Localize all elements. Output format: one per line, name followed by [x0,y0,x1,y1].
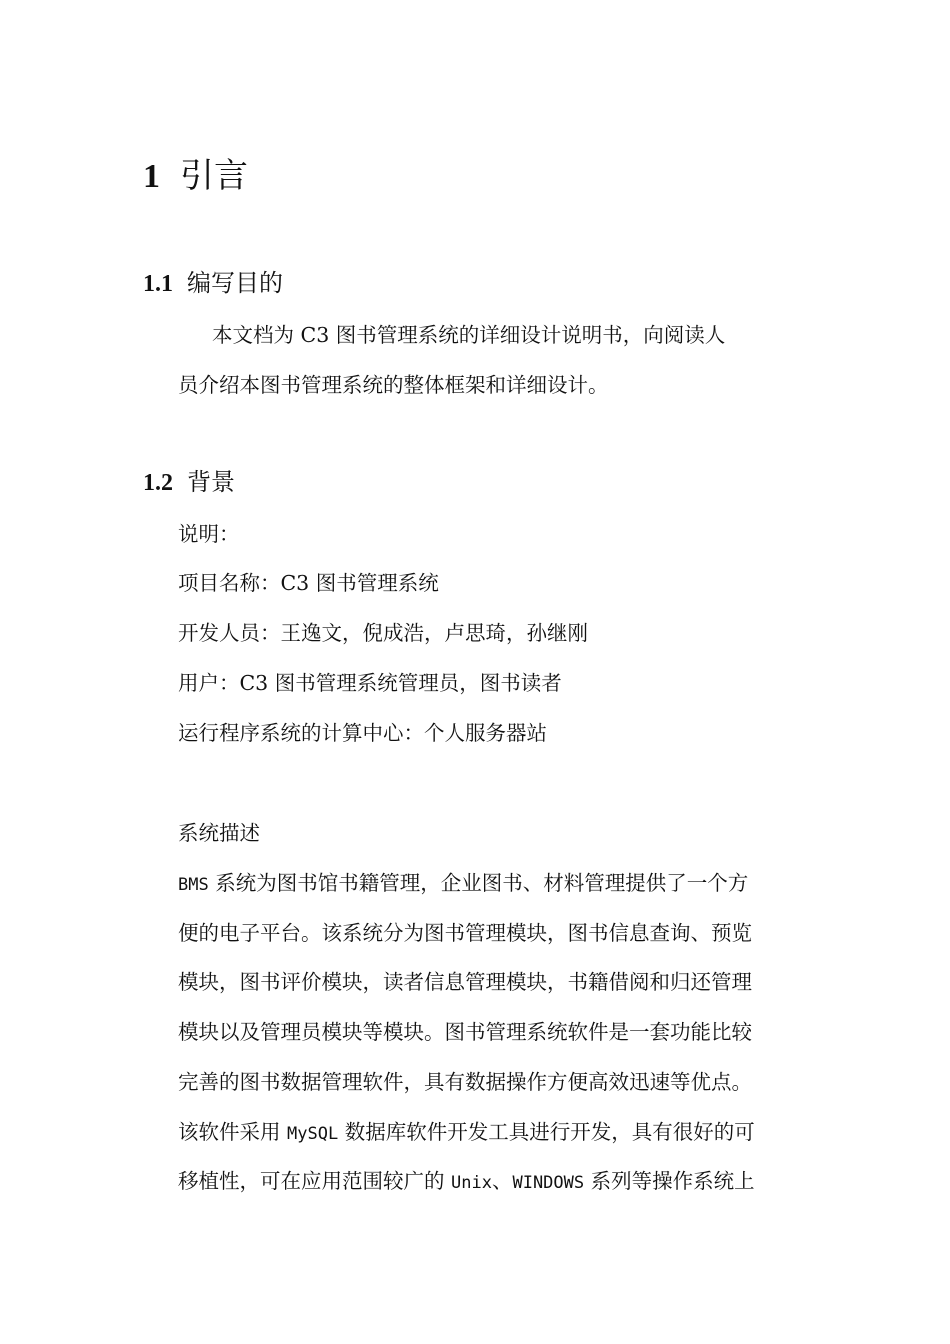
section-1-1-title: 编写目的 [187,269,283,297]
purpose-line-1: 本文档为 C3 图书管理系统的详细设计说明书，向阅读人 [212,323,726,347]
background-note-label: 说明： [178,522,240,546]
computing-center-line: 运行程序系统的计算中心：个人服务器站 [178,721,547,745]
section-1-1-heading [143,266,283,301]
project-name-line: 项目名称：C3 图书管理系统 [178,571,439,595]
section-1-number: 1 [143,158,160,195]
description-line-7-sep: 、 [491,1169,513,1193]
section-1-2-heading [143,465,235,500]
description-line-3: 模块，图书评价模块，读者信息管理模块，书籍借阅和归还管理 [178,970,752,994]
description-line-6 [178,1117,755,1149]
description-line-6-pre: 该软件采用 [178,1120,288,1144]
users-line: 用户：C3 图书管理系统管理员，图书读者 [178,671,562,695]
section-1-2-title: 背景 [187,468,235,496]
description-line-6-post: 数据库软件开发工具进行开发，具有很好的可 [338,1120,755,1144]
mysql-term: MySQL [287,1124,339,1144]
system-description-title: 系统描述 [178,821,260,845]
section-1-heading [143,152,248,201]
description-line-1 [178,868,748,900]
purpose-line-2: 员介绍本图书管理系统的整体框架和详细设计。 [178,373,609,397]
section-1-title: 引言 [180,156,248,196]
developers-line: 开发人员：王逸文，倪成浩，卢思琦，孙继刚 [178,621,588,645]
description-line-2: 便的电子平台。该系统分为图书管理模块，图书信息查询、预览 [178,921,752,945]
description-line-7-post: 系列等操作系统上 [584,1169,755,1193]
description-line-7-pre: 移植性，可在应用范围较广的 [178,1169,452,1193]
description-line-1-text: 系统为图书馆书籍管理，企业图书、材料管理提供了一个方 [208,871,749,895]
bms-term: BMS [178,875,209,895]
description-line-4: 模块以及管理员模块等模块。图书管理系统软件是一套功能比较 [178,1020,752,1044]
windows-term: WINDOWS [512,1173,585,1193]
section-1-1-number: 1.1 [143,271,173,297]
unix-term: Unix [451,1173,492,1193]
section-1-2-number: 1.2 [143,470,173,496]
description-line-5: 完善的图书数据管理软件，具有数据操作方便高效迅速等优点。 [178,1070,752,1094]
description-line-7 [178,1166,755,1198]
